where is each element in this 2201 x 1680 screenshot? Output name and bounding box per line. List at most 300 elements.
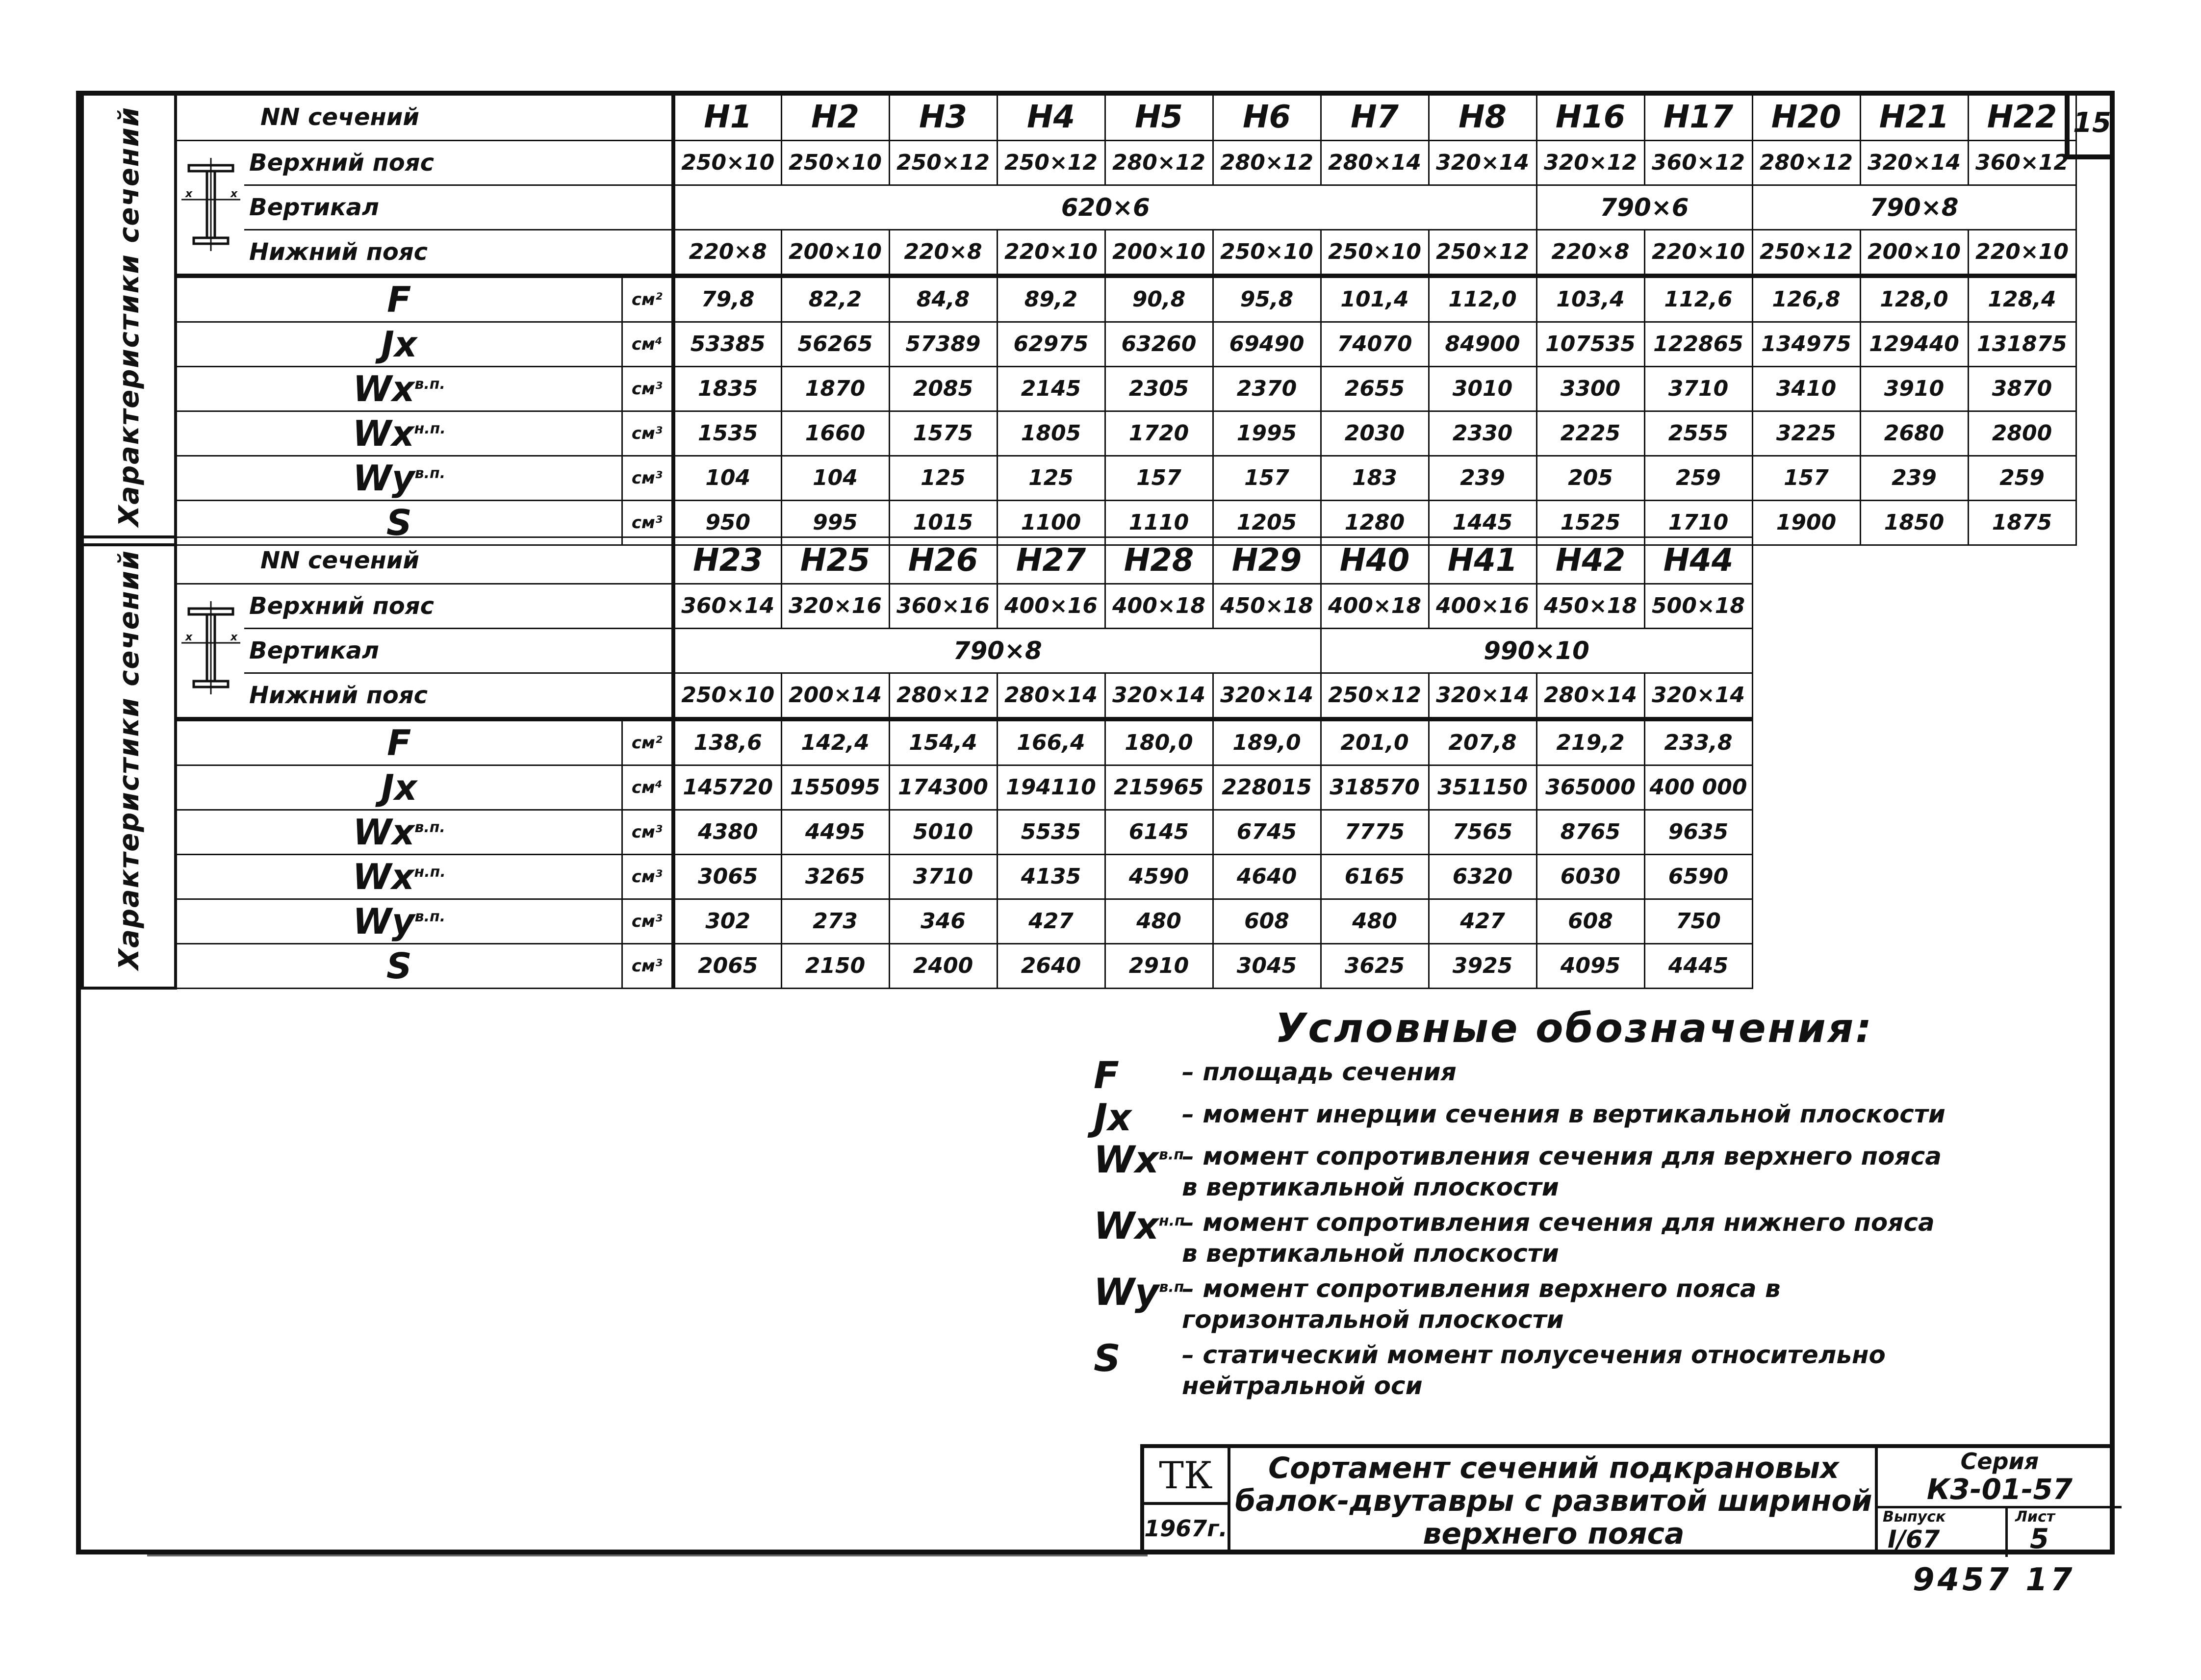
i-beam-icon [181,155,240,254]
property-value: 1870 [781,366,889,411]
section-name: H42 [1536,537,1644,584]
web-size: 790×6 [1536,185,1752,229]
top-flange-value: 280×12 [1752,140,1860,185]
property-value: 1835 [673,366,781,411]
property-value: 219,2 [1536,719,1644,765]
section-name: H41 [1429,537,1536,584]
property-row [82,719,1752,765]
property-symbol [176,719,622,765]
bottom-flange-value: 250×10 [1321,229,1429,276]
year: 1967г. [1144,1502,1230,1554]
property-value: 2145 [997,366,1105,411]
property-value: 2305 [1105,366,1213,411]
property-value: 3010 [1429,366,1536,411]
property-row [82,810,1752,854]
legend-item [1094,1270,1952,1335]
property-value: 6320 [1429,854,1536,899]
property-value: 112,0 [1429,276,1536,322]
property-value: 166,4 [997,719,1105,765]
property-value: 2400 [889,943,997,988]
property-value: 7775 [1321,810,1429,854]
symbol-text: Wy [353,900,415,942]
sections-header-label: NN сечений [176,537,673,584]
property-value: 365000 [1536,765,1644,810]
section-name: H16 [1536,94,1644,140]
legend-symbol-text: S [1094,1336,1121,1380]
property-value: 56265 [781,322,889,366]
property-value: 69490 [1213,322,1321,366]
sheet-value: 5 [2030,1523,2049,1555]
section-name: H2 [781,94,889,140]
section-name: H8 [1429,94,1536,140]
property-value: 750 [1644,899,1752,943]
svg-text:x: x [185,631,192,643]
section-name: H17 [1644,94,1752,140]
top-flange-row [82,584,1752,628]
property-unit: см³ [622,366,673,411]
property-value: 2680 [1860,411,1968,456]
property-value: 1850 [1860,500,1968,545]
property-value: 351150 [1429,765,1536,810]
symbol-text: Wx [352,856,414,897]
property-value: 3870 [1968,366,2076,411]
section-name: H25 [781,537,889,584]
legend-item [1094,1138,1952,1202]
symbol-superscript: в.п. [414,818,445,836]
property-symbol [176,854,622,899]
property-value: 157 [1752,456,1860,500]
property-value: 1900 [1752,500,1860,545]
bottom-flange-value: 220×10 [1968,229,2076,276]
property-row [82,899,1752,943]
property-row [82,943,1752,988]
property-value: 608 [1213,899,1321,943]
sections-header-label: NN сечений [176,94,673,140]
top-flange-value: 250×12 [997,140,1105,185]
bottom-rule [147,1554,1148,1556]
grid-divider [2005,1508,2008,1557]
property-value: 189,0 [1213,719,1321,765]
bottom-flange-value: 320×14 [1213,673,1321,719]
legend-symbol-text: Wy [1094,1270,1159,1314]
property-row [82,854,1752,899]
legend [1094,1005,1952,1401]
property-value: 62975 [997,322,1105,366]
section-name: H1 [673,94,781,140]
top-flange-value: 450×18 [1213,584,1321,628]
property-value: 3910 [1860,366,1968,411]
top-flange-value: 320×14 [1429,140,1536,185]
symbol-text: S [386,502,412,543]
property-value: 4135 [997,854,1105,899]
property-value: 145720 [673,765,781,810]
bottom-flange-value: 200×10 [781,229,889,276]
legend-description: – момент сопротивления сечения для верхнего пояса в вертикальной плоскости [1182,1142,1942,1201]
bottom-flange-value: 320×14 [1105,673,1213,719]
property-value: 174300 [889,765,997,810]
legend-description: – момент инерции сечения в вертикальной плоскости [1182,1100,1945,1128]
top-flange-value: 250×10 [781,140,889,185]
property-unit: см⁴ [622,765,673,810]
property-value: 2085 [889,366,997,411]
top-flange-row [82,140,2076,185]
property-value: 7565 [1429,810,1536,854]
property-unit: см³ [622,411,673,456]
property-value: 2555 [1644,411,1752,456]
bottom-flange-value: 250×12 [1752,229,1860,276]
section-table-2 [81,535,1753,990]
property-value: 2370 [1213,366,1321,411]
drawing-title: Сортамент сечений подкрановых балок-двутавры с развитой шириной верхнего пояса [1235,1451,1872,1552]
symbol-superscript: н.п. [414,420,446,437]
property-value: 259 [1644,456,1752,500]
top-flange-value: 400×16 [997,584,1105,628]
legend-symbol [1094,1336,1182,1380]
property-value: 2330 [1429,411,1536,456]
top-flange-label: Верхний пояс [244,140,673,185]
symbol-superscript: н.п. [414,863,446,881]
web-size: 620×6 [673,185,1536,229]
i-beam-icon [181,599,240,697]
legend-symbol-text: Wx [1094,1138,1159,1181]
svg-text:x: x [230,188,237,200]
symbol-text: Wy [353,457,415,499]
title-block-right [1875,1448,2122,1554]
top-flange-value: 280×12 [1213,140,1321,185]
web-size: 790×8 [673,628,1321,673]
section-table-1 [81,92,2077,546]
web-row [82,185,2076,229]
property-value: 1445 [1429,500,1536,545]
property-row [82,456,2076,500]
title-block [1140,1444,2115,1554]
top-flange-value: 250×12 [889,140,997,185]
property-value: 400 000 [1644,765,1752,810]
legend-symbol [1094,1138,1190,1181]
property-value: 2655 [1321,366,1429,411]
top-flange-value: 320×16 [781,584,889,628]
top-flange-value: 250×10 [673,140,781,185]
section-name: H3 [889,94,997,140]
property-value: 3265 [781,854,889,899]
property-value: 1100 [997,500,1105,545]
property-row [82,276,2076,322]
bottom-flange-value: 220×8 [1536,229,1644,276]
property-value: 6165 [1321,854,1429,899]
section-name: H22 [1968,94,2076,140]
property-value: 5010 [889,810,997,854]
property-value: 129440 [1860,322,1968,366]
legend-item [1094,1204,1952,1269]
side-label-cell [82,537,176,988]
property-value: 2150 [781,943,889,988]
property-value: 57389 [889,322,997,366]
legend-description: – статический момент полусечения относительно нейтральной оси [1182,1341,1886,1400]
property-value: 1660 [781,411,889,456]
property-value: 3410 [1752,366,1860,411]
section-name: H29 [1213,537,1321,584]
property-value: 233,8 [1644,719,1752,765]
section-name: H7 [1321,94,1429,140]
legend-description: – момент сопротивления верхнего пояса в горизонтальной плоскости [1182,1274,1781,1334]
legend-item [1094,1053,1952,1097]
bottom-flange-value: 200×10 [1105,229,1213,276]
top-flange-value: 400×16 [1429,584,1536,628]
property-value: 2800 [1968,411,2076,456]
property-value: 3300 [1536,366,1644,411]
property-value: 1525 [1536,500,1644,545]
property-value: 125 [997,456,1105,500]
property-value: 259 [1968,456,2076,500]
top-flange-value: 400×18 [1321,584,1429,628]
legend-item [1094,1095,1952,1139]
property-value: 63260 [1105,322,1213,366]
symbol-text: Wx [353,368,415,409]
property-value: 302 [673,899,781,943]
property-value: 346 [889,899,997,943]
property-unit: см³ [622,500,673,545]
header-row [82,94,2076,140]
legend-title: Условные обозначения: [1275,1005,1874,1052]
property-value: 3710 [889,854,997,899]
property-value: 125 [889,456,997,500]
top-flange-value: 450×18 [1536,584,1644,628]
property-value: 107535 [1536,322,1644,366]
property-value: 122865 [1644,322,1752,366]
property-value: 3925 [1429,943,1536,988]
property-value: 608 [1536,899,1644,943]
section-name: H6 [1213,94,1321,140]
header-row [82,537,1752,584]
bottom-flange-value: 200×14 [781,673,889,719]
property-value: 4095 [1536,943,1644,988]
bottom-flange-value: 220×8 [889,229,997,276]
property-symbol [176,411,622,456]
sheet-label: Лист [2015,1508,2055,1526]
property-unit: см³ [622,810,673,854]
property-value: 318570 [1321,765,1429,810]
property-value: 3625 [1321,943,1429,988]
bottom-flange-row [82,673,1752,719]
legend-symbol-text: Wx [1094,1204,1159,1247]
property-value: 183 [1321,456,1429,500]
property-value: 4640 [1213,854,1321,899]
property-value: 239 [1860,456,1968,500]
property-unit: см³ [622,854,673,899]
svg-text:x: x [185,188,192,200]
property-value: 95,8 [1213,276,1321,322]
property-value: 5535 [997,810,1105,854]
property-value: 155095 [781,765,889,810]
property-symbol [176,366,622,411]
property-value: 1995 [1213,411,1321,456]
bottom-flange-value: 320×14 [1429,673,1536,719]
property-value: 104 [673,456,781,500]
property-value: 1575 [889,411,997,456]
property-value: 112,6 [1644,276,1752,322]
section-name: H44 [1644,537,1752,584]
legend-symbol [1094,1204,1191,1247]
property-value: 131875 [1968,322,2076,366]
property-value: 90,8 [1105,276,1213,322]
property-value: 104 [781,456,889,500]
symbol-text: F [387,279,411,320]
property-value: 273 [781,899,889,943]
web-size: 990×10 [1321,628,1752,673]
property-value: 103,4 [1536,276,1644,322]
property-symbol [176,765,622,810]
symbol-superscript: в.п. [414,908,446,925]
property-value: 427 [997,899,1105,943]
property-value: 1710 [1644,500,1752,545]
top-flange-value: 500×18 [1644,584,1752,628]
property-unit: см³ [622,899,673,943]
property-value: 1280 [1321,500,1429,545]
property-unit: см³ [622,943,673,988]
property-value: 215965 [1105,765,1213,810]
legend-symbol [1094,1270,1190,1314]
property-value: 157 [1105,456,1213,500]
legend-item [1094,1336,1952,1401]
web-label: Вертикал [244,185,673,229]
issue-label: Выпуск [1883,1508,1946,1526]
property-value: 128,4 [1968,276,2076,322]
property-row [82,411,2076,456]
property-value: 1205 [1213,500,1321,545]
property-unit: см³ [622,456,673,500]
property-value: 154,4 [889,719,997,765]
legend-symbol-superscript: н.п. [1158,1212,1191,1230]
property-value: 157 [1213,456,1321,500]
property-row [82,322,2076,366]
property-value: 194110 [997,765,1105,810]
legend-symbol-superscript: в.п. [1159,1278,1190,1296]
bottom-flange-value: 220×10 [997,229,1105,276]
property-value: 142,4 [781,719,889,765]
legend-description: – момент сопротивления сечения для нижнего пояса в вертикальной плоскости [1182,1208,1935,1268]
property-value: 4380 [673,810,781,854]
property-value: 2065 [673,943,781,988]
web-row [82,628,1752,673]
property-value: 205 [1536,456,1644,500]
property-value: 3710 [1644,366,1752,411]
bottom-flange-value: 250×10 [1213,229,1321,276]
bottom-flange-label: Нижний пояс [244,673,673,719]
issue-value: I/67 [1888,1525,1940,1553]
property-value: 126,8 [1752,276,1860,322]
property-value: 3065 [673,854,781,899]
property-value: 4590 [1105,854,1213,899]
bottom-flange-value: 250×10 [673,673,781,719]
top-flange-value: 400×18 [1105,584,1213,628]
web-label: Вертикал [244,628,673,673]
property-value: 995 [781,500,889,545]
side-label: Характеристики сечений [113,549,145,970]
top-flange-value: 360×12 [1968,140,2076,185]
section-name: H26 [889,537,997,584]
bottom-flange-value: 280×12 [889,673,997,719]
property-value: 138,6 [673,719,781,765]
property-value: 1805 [997,411,1105,456]
legend-items [1094,1053,1952,1401]
property-value: 53385 [673,322,781,366]
property-symbol [176,943,622,988]
issue-sheet-grid [1878,1506,2122,1557]
property-value: 1110 [1105,500,1213,545]
property-value: 2910 [1105,943,1213,988]
series-code: К3-01-57 [1926,1473,2073,1506]
property-value: 89,2 [997,276,1105,322]
sheet-number: 15 [2065,91,2115,159]
section-name: H40 [1321,537,1429,584]
top-flange-value: 360×12 [1644,140,1752,185]
property-unit: см² [622,719,673,765]
property-value: 101,4 [1321,276,1429,322]
property-value: 2640 [997,943,1105,988]
property-value: 427 [1429,899,1536,943]
bottom-flange-value: 220×10 [1644,229,1752,276]
side-label: Характеристики сечений [113,106,145,527]
property-symbol [176,899,622,943]
property-value: 1015 [889,500,997,545]
bottom-flange-value: 320×14 [1644,673,1752,719]
property-value: 228015 [1213,765,1321,810]
legend-symbol-superscript: в.п. [1158,1146,1190,1164]
top-flange-label: Верхний пояс [244,584,673,628]
bottom-flange-value: 280×14 [1536,673,1644,719]
section-name: H23 [673,537,781,584]
property-value: 84900 [1429,322,1536,366]
property-value: 207,8 [1429,719,1536,765]
property-value: 84,8 [889,276,997,322]
bottom-flange-value: 220×8 [673,229,781,276]
org-code: ТК [1144,1448,1230,1505]
property-value: 180,0 [1105,719,1213,765]
property-value: 6030 [1536,854,1644,899]
property-symbol [176,810,622,854]
property-value: 3045 [1213,943,1321,988]
property-value: 1720 [1105,411,1213,456]
beam-diagram [176,140,244,276]
legend-symbol [1094,1053,1182,1097]
bottom-flange-value: 250×12 [1429,229,1536,276]
property-row [82,366,2076,411]
property-symbol [176,456,622,500]
legend-symbol-text: Jx [1094,1095,1132,1139]
side-label-cell [82,94,176,545]
legend-symbol-text: F [1094,1053,1119,1097]
top-flange-value: 360×14 [673,584,781,628]
property-value: 950 [673,500,781,545]
document-number: 9457 17 [1913,1562,2075,1598]
section-name: H28 [1105,537,1213,584]
section-name: H21 [1860,94,1968,140]
property-value: 134975 [1752,322,1860,366]
property-value: 6590 [1644,854,1752,899]
section-name: H27 [997,537,1105,584]
property-value: 128,0 [1860,276,1968,322]
property-value: 2030 [1321,411,1429,456]
property-value: 480 [1321,899,1429,943]
property-value: 4445 [1644,943,1752,988]
property-value: 2225 [1536,411,1644,456]
property-value: 4495 [781,810,889,854]
property-value: 480 [1105,899,1213,943]
property-value: 6745 [1213,810,1321,854]
section-name: H20 [1752,94,1860,140]
top-flange-value: 280×12 [1105,140,1213,185]
property-value: 239 [1429,456,1536,500]
